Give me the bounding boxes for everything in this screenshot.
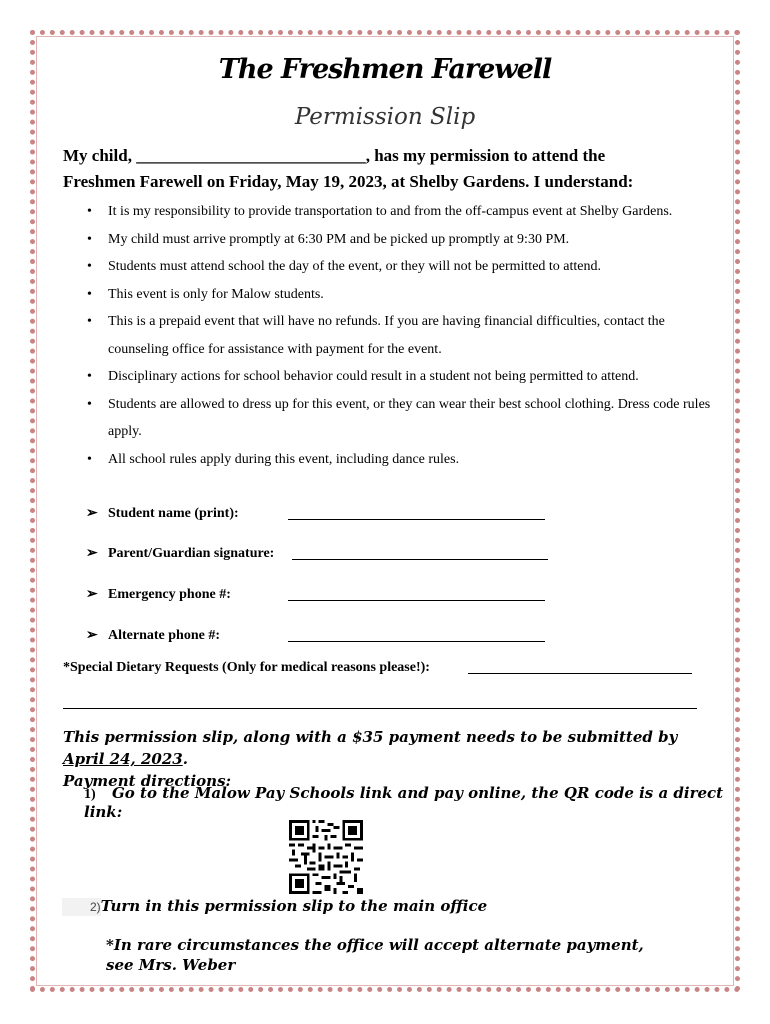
step-number: 1): [84, 787, 96, 802]
rules-list: [63, 198, 713, 473]
payment-step-1: [84, 784, 724, 821]
intro-suffix: , has my permission to attend the: [365, 146, 606, 165]
payment-step-2: [62, 897, 662, 915]
parent-signature-label: Parent/Guardian signature:: [108, 546, 275, 561]
arrow-bullet-icon: ➢: [86, 506, 98, 521]
page-title: The Freshmen Farewell: [218, 54, 552, 85]
dietary-input-line[interactable]: [468, 673, 692, 674]
emergency-phone-input-line[interactable]: [288, 600, 545, 601]
parent-signature-input-line[interactable]: [292, 559, 548, 560]
student-name-label: Student name (print):: [108, 506, 239, 521]
deadline-date: April 24, 2023: [63, 750, 183, 768]
alternate-payment-note: *In rare circumstances the office will accept alternate payment, see Mrs. Weber: [106, 936, 644, 974]
arrow-bullet-icon: ➢: [86, 628, 98, 643]
submission-instructions: [63, 726, 713, 792]
dietary-label: *Special Dietary Requests (Only for medical reasons please!):: [63, 660, 430, 675]
dietary-input-line-2[interactable]: [63, 708, 697, 709]
arrow-bullet-icon: ➢: [86, 546, 98, 561]
alternate-phone-input-line[interactable]: [288, 641, 545, 642]
rule-item: • Students are allowed to dress up for this event, or they can wear their best school clothing. Dress code rules apply.: [63, 391, 713, 446]
emergency-phone-field: [86, 586, 706, 603]
intro-statement: [63, 143, 713, 195]
rule-item: • Disciplinary actions for school behavior could result in a student not being permitted to attend.: [63, 363, 713, 391]
submit-period: .: [182, 750, 188, 768]
payment-directions-label: Payment directions:: [63, 772, 232, 790]
rule-item: • All school rules apply during this event, including dance rules.: [63, 446, 713, 474]
intro-line2: Freshmen Farewell on Friday, May 19, 2023, at Shelby Gardens. I understand:: [63, 172, 634, 191]
rule-item: • My child must arrive promptly at 6:30 PM and be picked up promptly at 9:30 PM.: [63, 226, 713, 254]
student-name-input-line[interactable]: [288, 519, 545, 520]
step-text: Turn in this permission slip to the main office: [100, 897, 488, 915]
student-name-field: [86, 505, 706, 522]
step-text: Go to the Malow Pay Schools link and pay online, the QR code is a direct link:: [84, 784, 724, 821]
dietary-requests-field: [63, 660, 703, 676]
alternate-phone-field: [86, 627, 706, 644]
step-number: 2): [62, 898, 101, 916]
rule-item: • Students must attend school the day of the event, or they will not be permitted to attend.: [63, 253, 713, 281]
alternate-phone-label: Alternate phone #:: [108, 628, 220, 643]
rule-item: • It is my responsibility to provide transportation to and from the off-campus event at Shelby Gardens.: [63, 198, 713, 226]
rule-item: • This is a prepaid event that will have no refunds. If you are having financial difficulties, contact the counseling office for assistance with payment for the event.: [63, 308, 713, 363]
child-name-blank[interactable]: ___________________________: [136, 146, 366, 165]
page-subtitle: Permission Slip: [294, 104, 476, 130]
intro-prefix: My child,: [63, 146, 137, 165]
rule-item: • This event is only for Malow students.: [63, 281, 713, 309]
qr-code-icon[interactable]: [289, 820, 363, 894]
parent-signature-field: [86, 545, 706, 562]
submit-text: This permission slip, along with a $35 payment needs to be submitted by: [63, 728, 678, 746]
emergency-phone-label: Emergency phone #:: [108, 587, 231, 602]
arrow-bullet-icon: ➢: [86, 587, 98, 602]
